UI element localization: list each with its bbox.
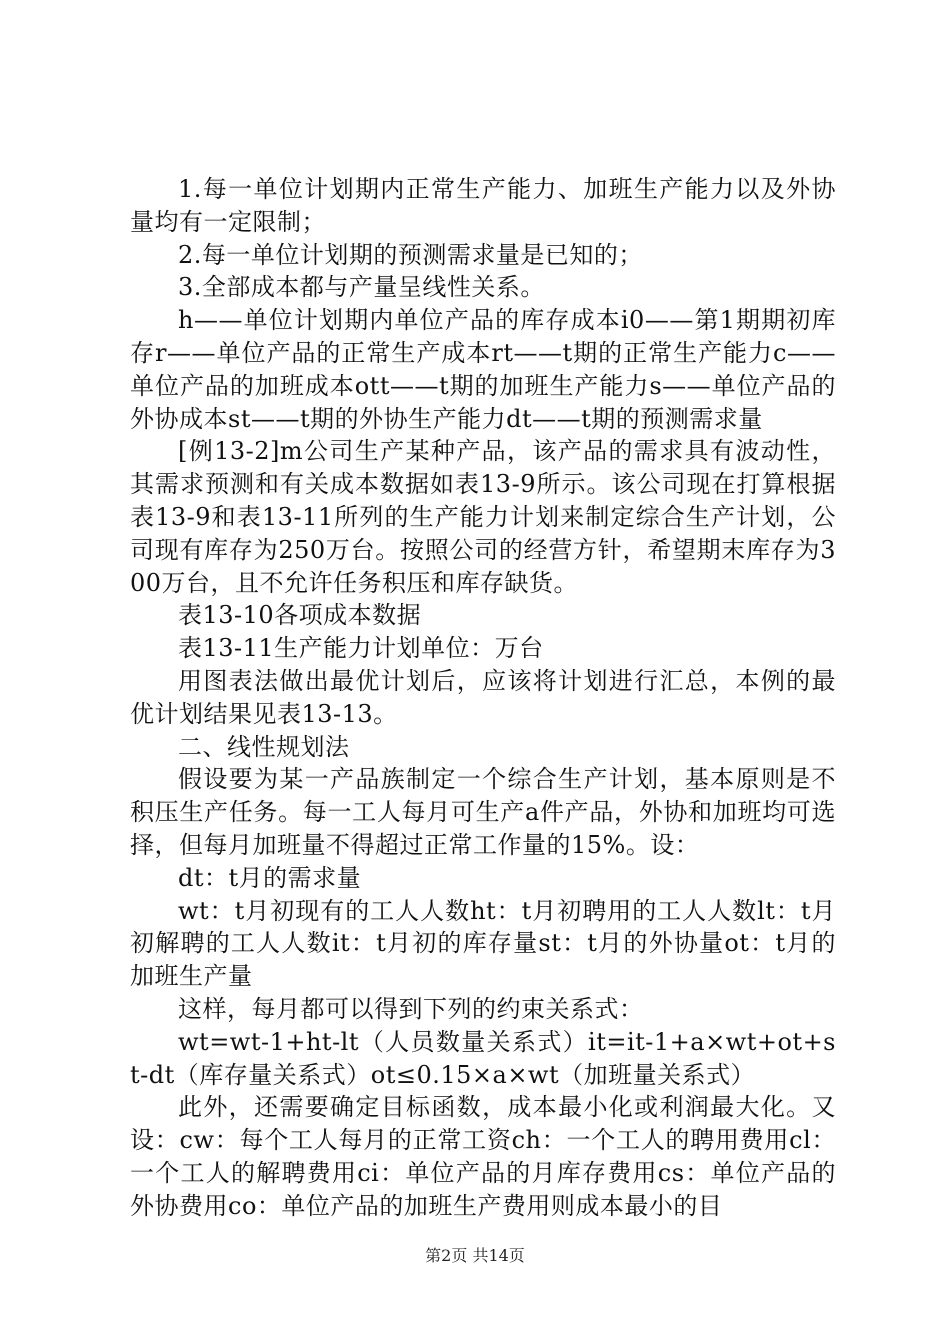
document-body [130, 173, 836, 1223]
table-caption-13-10: 表13-10各项成本数据 [178, 601, 422, 630]
page-footer: 第2页 共14页 [425, 1246, 525, 1265]
paragraph-definition-dt: dt：t月的需求量 [178, 863, 362, 892]
table-caption-13-11: 表13-11生产能力计划单位：万台 [178, 634, 544, 663]
section-heading-linear-programming: 二、线性规划法 [178, 732, 350, 761]
paragraph-constraint-3: 3.全部成本都与产量呈线性关系。 [178, 273, 545, 302]
paragraph-objective: 此外，还需要确定目标函数，成本最小化或利润最大化。又设：cw：每个工人每月的正常工资ch：一个工人的聘用费用cl：一个工人的解聘费用ci：单位产品的月库存费用cs：单位产品的外协费用co：单位产品的加班生产费用则成本最小的目 [130, 1093, 836, 1220]
paragraph-assumption: 假设要为某一产品族制定一个综合生产计划，基本原则是不积压生产任务。每一工人每月可生产a件产品，外协和加班均可选择，但每月加班量不得超过正常工作量的15%。设： [130, 765, 836, 859]
paragraph-definitions-workers: wt：t月初现有的工人人数ht：t月初聘用的工人人数lt：t月初解聘的工人人数it：t月初的库存量st：t月的外协量ot：t月的加班生产量 [130, 896, 836, 991]
paragraph-constraint-2: 2.每一单位计划期的预测需求量是已知的； [178, 240, 643, 269]
paragraph-variable-definitions: h——单位计划期内单位产品的库存成本i0——第1期期初库存r——单位产品的正常生产成本rt——t期的正常生产能力c——单位产品的加班成本ott——t期的加班生产能力s——单位产品的外协成本st——t期的外协生产能力dt——t期的预测需求量 [130, 306, 836, 433]
paragraph-example: [例13-2]m公司生产某种产品，该产品的需求具有波动性，其需求预测和有关成本数据如表13-9所示。该公司现在打算根据表13-9和表13-11所列的生产能力计划来制定综合生产计划，公司现有库存为250万台。按照公司的经营方针，希望期末库存为300万台，且不允许任务积压和库存缺货。 [130, 437, 836, 597]
paragraph-constraint-1: 1.每一单位计划期内正常生产能力、加班生产能力以及外协量均有一定限制； [130, 175, 836, 236]
paragraph-summary: 用图表法做出最优计划后，应该将计划进行汇总，本例的最优计划结果见表13-13。 [130, 666, 836, 728]
paragraph-constraint-formulas: wt=wt-1+ht-lt（人员数量关系式）it=it-1+a×wt+ot+st-dt（库存量关系式）ot≤0.15×a×wt（加班量关系式） [130, 1027, 836, 1089]
paragraph-constraints-intro: 这样，每月都可以得到下列的约束关系式： [178, 994, 644, 1023]
